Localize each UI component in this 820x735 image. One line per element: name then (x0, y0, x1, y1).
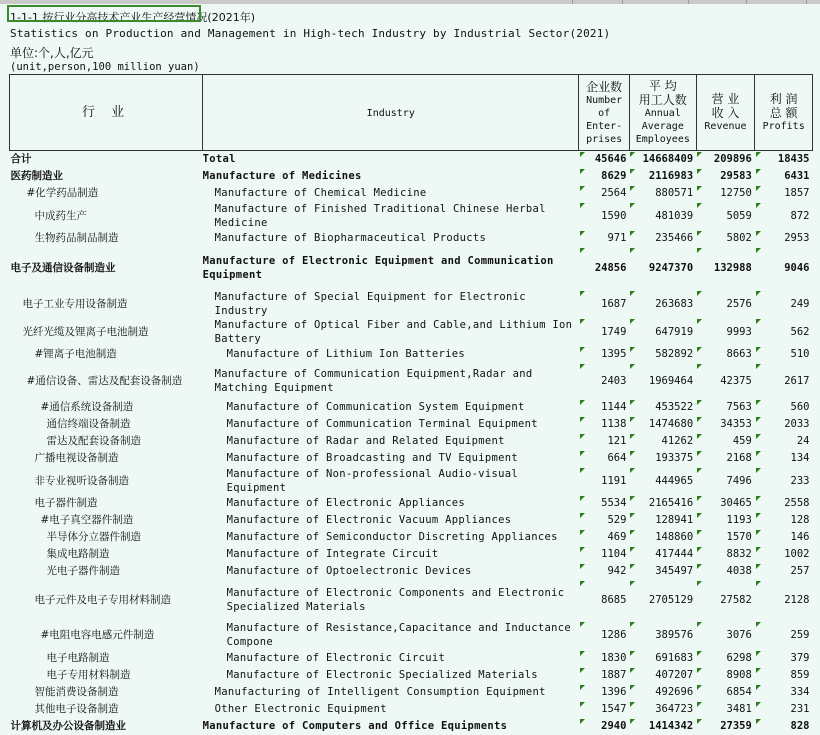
industry-name-cn[interactable]: 生物药品制品制造 (34, 232, 119, 244)
enterprises-cell[interactable]: 8629 (579, 168, 630, 185)
table-row (10, 701, 813, 718)
employees-cell[interactable]: 148860 (629, 529, 696, 546)
revenue-cell[interactable]: 8908 (696, 667, 755, 684)
table-row (10, 546, 813, 563)
industry-name-cn[interactable]: #化学药品制造 (26, 187, 99, 199)
table-row (10, 363, 813, 399)
industry-name-cn[interactable]: 电子器件制造 (34, 497, 98, 509)
header-revenue-cn: 营 业 收 入 (711, 92, 740, 120)
profits-cell[interactable]: 259 (755, 621, 813, 650)
profits-cell[interactable]: 9046 (755, 247, 813, 290)
header-industry-en-text: Industry (366, 107, 415, 119)
employees-cell[interactable]: 880571 (629, 185, 696, 202)
employees-cell[interactable]: 2165416 (629, 495, 696, 512)
industry-name-cn[interactable]: 广播电视设备制造 (34, 452, 119, 464)
industry-name-en[interactable]: Other Electronic Equipment (214, 703, 387, 715)
profits-cell[interactable]: 859 (755, 667, 813, 684)
profits-cell[interactable]: 562 (755, 318, 813, 346)
header-employees-en-1: Annual (644, 108, 681, 119)
industry-name-en[interactable]: Manufacture of Optoelectronic Devices (226, 565, 472, 577)
industry-name-cn[interactable]: 电子元件及电子专用材料制造 (34, 594, 171, 606)
table-row (10, 230, 813, 247)
enterprises-cell[interactable]: 1104 (579, 546, 630, 563)
employees-cell[interactable]: 389576 (629, 621, 696, 650)
employees-cell[interactable]: 481039 (629, 202, 696, 230)
enterprises-cell[interactable]: 664 (579, 450, 630, 467)
table-row (10, 185, 813, 202)
industry-name-en[interactable]: Manufacture of Integrate Circuit (226, 548, 439, 560)
header-employees-en-2: Average (641, 121, 684, 132)
enterprises-cell[interactable]: 1547 (579, 701, 630, 718)
industry-name-en[interactable]: Manufacture of Electronic Equipment and Communication Equipment (202, 255, 554, 281)
revenue-cell[interactable]: 3481 (696, 701, 755, 718)
employees-cell[interactable]: 14668409 (629, 151, 696, 168)
profits-cell[interactable]: 2617 (755, 363, 813, 399)
enterprises-cell[interactable]: 1138 (579, 416, 630, 433)
column-divider (806, 0, 807, 4)
industry-name-en[interactable]: Manufacture of Chemical Medicine (214, 187, 427, 199)
industry-name-cn[interactable]: 智能消费设备制造 (34, 686, 119, 698)
revenue-cell[interactable]: 9993 (696, 318, 755, 346)
industry-name-cn[interactable]: 半导体分立器件制造 (46, 531, 141, 543)
profits-cell[interactable]: 257 (755, 563, 813, 580)
industry-name-cn[interactable]: 电子及通信设备制造业 (10, 262, 116, 274)
enterprises-cell[interactable]: 1395 (579, 346, 630, 363)
industry-name-en[interactable]: Manufacture of Electronic Vacuum Appliances (226, 514, 512, 526)
profits-cell[interactable]: 18435 (755, 151, 813, 168)
enterprises-cell[interactable]: 1687 (579, 290, 630, 318)
profits-cell[interactable]: 334 (755, 684, 813, 701)
table-row (10, 151, 813, 168)
table-row (10, 247, 813, 290)
industry-name-en[interactable]: Manufacturing of Intelligent Consumption Equipment (214, 686, 546, 698)
enterprises-cell[interactable]: 529 (579, 512, 630, 529)
revenue-cell[interactable]: 27582 (696, 580, 755, 621)
revenue-cell[interactable]: 1193 (696, 512, 755, 529)
header-industry-cn[interactable] (10, 75, 203, 151)
header-revenue-en: Revenue (704, 121, 747, 132)
revenue-cell[interactable]: 209896 (696, 151, 755, 168)
revenue-cell[interactable]: 3076 (696, 621, 755, 650)
industry-name-cn[interactable]: 雷达及配套设备制造 (46, 435, 141, 447)
enterprises-cell[interactable]: 1144 (579, 399, 630, 416)
revenue-cell[interactable]: 8663 (696, 346, 755, 363)
column-divider (622, 0, 623, 4)
column-divider (746, 0, 747, 4)
employees-cell[interactable]: 1474680 (629, 416, 696, 433)
industry-name-cn[interactable]: 光电子器件制造 (46, 565, 120, 577)
profits-cell[interactable]: 560 (755, 399, 813, 416)
revenue-cell[interactable]: 1570 (696, 529, 755, 546)
industry-name-cn[interactable]: 非专业视听设备制造 (34, 474, 129, 487)
industry-name-cn[interactable]: 中成药生产 (34, 209, 87, 222)
header-employees-cn-2: 用工人数 (638, 93, 687, 107)
table-row (10, 318, 813, 346)
industry-name-cn[interactable]: #通信系统设备制造 (40, 401, 134, 413)
employees-cell[interactable]: 407207 (629, 667, 696, 684)
profits-cell[interactable]: 231 (755, 701, 813, 718)
industry-name-en[interactable]: Manufacture of Electronic Circuit (226, 652, 446, 664)
enterprises-cell[interactable]: 2564 (579, 185, 630, 202)
revenue-cell[interactable]: 4038 (696, 563, 755, 580)
enterprises-cell[interactable]: 1830 (579, 650, 630, 667)
employees-cell[interactable]: 691683 (629, 650, 696, 667)
enterprises-cell[interactable]: 1286 (579, 621, 630, 650)
employees-cell[interactable]: 444965 (629, 467, 696, 495)
profits-cell[interactable]: 128 (755, 512, 813, 529)
industry-name-cn[interactable]: 电子电路制造 (46, 652, 110, 664)
industry-name-en[interactable]: Manufacture of Computers and Office Equipments (202, 720, 508, 732)
revenue-cell[interactable]: 5059 (696, 202, 755, 230)
table-row (10, 433, 813, 450)
employees-cell[interactable]: 417444 (629, 546, 696, 563)
revenue-cell[interactable]: 459 (696, 433, 755, 450)
revenue-cell[interactable]: 7563 (696, 399, 755, 416)
enterprises-cell[interactable]: 1590 (579, 202, 630, 230)
table-header-row (10, 75, 813, 151)
employees-cell[interactable]: 2705129 (629, 580, 696, 621)
column-divider (572, 0, 573, 4)
sheet-title-en[interactable]: Statistics on Production and Management in High-tech Industry by Industrial Sector(2021) (10, 27, 611, 40)
industry-name-en[interactable]: Total (202, 153, 236, 166)
enterprises-cell[interactable]: 5534 (579, 495, 630, 512)
profits-cell[interactable]: 2128 (755, 580, 813, 621)
profits-cell[interactable]: 146 (755, 529, 813, 546)
profits-cell[interactable]: 872 (755, 202, 813, 230)
enterprises-cell[interactable]: 1887 (579, 667, 630, 684)
employees-cell[interactable]: 263683 (629, 290, 696, 318)
column-header-strip (0, 0, 820, 4)
table-row (10, 529, 813, 546)
industry-name-cn[interactable]: #电子真空器件制造 (40, 514, 134, 526)
sheet-title-cn[interactable]: 1-1-1 按行业分高技术产业生产经营情况(2021年) (10, 11, 256, 24)
enterprises-cell[interactable]: 8685 (579, 580, 630, 621)
enterprises-cell[interactable]: 942 (579, 563, 630, 580)
employees-cell[interactable]: 2116983 (629, 168, 696, 185)
table-row (10, 399, 813, 416)
revenue-cell[interactable]: 2576 (696, 290, 755, 318)
profits-cell[interactable]: 2558 (755, 495, 813, 512)
revenue-cell[interactable]: 30465 (696, 495, 755, 512)
header-enterprises-en-4: prises (586, 133, 623, 145)
employees-cell[interactable]: 582892 (629, 346, 696, 363)
industry-name-en[interactable]: Manufacture of Communication System Equipment (226, 401, 525, 413)
profits-cell[interactable]: 134 (755, 450, 813, 467)
table-row (10, 563, 813, 580)
industry-name-en[interactable]: Manufacture of Medicines (202, 170, 362, 182)
profits-cell[interactable]: 2033 (755, 416, 813, 433)
enterprises-cell[interactable]: 1191 (579, 467, 630, 495)
employees-cell[interactable]: 1414342 (629, 718, 696, 735)
table-row (10, 667, 813, 684)
employees-cell[interactable]: 9247370 (629, 247, 696, 290)
table-row (10, 202, 813, 230)
employees-cell[interactable]: 453522 (629, 399, 696, 416)
industry-name-cn[interactable]: #锂离子电池制造 (34, 348, 117, 360)
industry-name-cn[interactable]: 光纤光缆及锂离子电池制造 (22, 325, 149, 338)
revenue-cell[interactable]: 42375 (696, 363, 755, 399)
unit-label-en[interactable]: (unit,person,100 million yuan) (10, 61, 200, 73)
industry-name-en[interactable]: Manufacture of Resistance,Capacitance and Inductance Compone (226, 622, 571, 648)
table-row (10, 621, 813, 650)
header-enterprises-cn: 企业数 (586, 79, 623, 94)
revenue-cell[interactable]: 132988 (696, 247, 755, 290)
employees-cell[interactable]: 345497 (629, 563, 696, 580)
header-industry-en[interactable] (203, 75, 579, 151)
industry-name-en[interactable]: Manufacture of Non-professional Audio-visual Equipment (226, 467, 519, 494)
industry-name-en[interactable]: Manufacture of Optical Fiber and Cable,and Lithium Ion Battery (214, 318, 573, 345)
industry-name-en[interactable]: Manufacture of Finished Traditional Chinese Herbal Medicine (214, 202, 546, 229)
header-employees-cn-1: 平 均 (648, 79, 677, 93)
enterprises-cell[interactable]: 1396 (579, 684, 630, 701)
revenue-cell[interactable]: 6854 (696, 684, 755, 701)
industry-name-cn[interactable]: 电子工业专用设备制造 (22, 297, 128, 310)
industry-name-en[interactable]: Manufacture of Communication Equipment,Radar and Matching Equipment (214, 367, 533, 394)
employees-cell[interactable]: 647919 (629, 318, 696, 346)
industry-name-cn[interactable]: 其他电子设备制造 (34, 703, 119, 715)
revenue-cell[interactable]: 27359 (696, 718, 755, 735)
profits-cell[interactable]: 379 (755, 650, 813, 667)
revenue-cell[interactable]: 8832 (696, 546, 755, 563)
industry-name-en[interactable]: Manufacture of Special Equipment for Electronic Industry (214, 290, 526, 317)
industry-name-en[interactable]: Manufacture of Biopharmaceutical Products (214, 232, 487, 244)
header-enterprises[interactable] (579, 75, 630, 151)
table-row (10, 684, 813, 701)
table-body (10, 151, 813, 735)
industry-name-en[interactable]: Manufacture of Radar and Related Equipment (226, 435, 505, 447)
table-row (10, 467, 813, 495)
header-enterprises-en-2: of (598, 107, 611, 119)
table-row (10, 416, 813, 433)
enterprises-cell[interactable]: 971 (579, 230, 630, 247)
header-enterprises-en-1: Number (586, 94, 623, 106)
profits-cell[interactable]: 2953 (755, 230, 813, 247)
active-cell-selection[interactable] (7, 5, 201, 22)
revenue-cell[interactable]: 34353 (696, 416, 755, 433)
statistics-table (9, 74, 813, 735)
header-profits-en: Profits (762, 121, 805, 132)
industry-name-en[interactable]: Manufacture of Electronic Specialized Materials (226, 669, 538, 681)
industry-name-en[interactable]: Manufacture of Semiconductor Discreting Appliances (226, 531, 558, 543)
industry-name-cn[interactable]: 集成电路制造 (46, 548, 110, 560)
column-divider (688, 0, 689, 4)
profits-cell[interactable]: 828 (755, 718, 813, 735)
revenue-cell[interactable]: 7496 (696, 467, 755, 495)
header-employees[interactable] (629, 75, 696, 151)
header-employees-en-3: Employees (635, 134, 690, 145)
industry-name-en[interactable]: Manufacture of Broadcasting and TV Equipment (226, 452, 519, 464)
industry-name-en[interactable]: Manufacture of Communication Terminal Equipment (226, 418, 538, 430)
header-industry-cn-text: 行 业 (82, 104, 131, 120)
table-row (10, 450, 813, 467)
enterprises-cell[interactable]: 121 (579, 433, 630, 450)
table-row (10, 346, 813, 363)
revenue-cell[interactable]: 29583 (696, 168, 755, 185)
employees-cell[interactable]: 1969464 (629, 363, 696, 399)
table-row (10, 290, 813, 318)
profits-cell[interactable]: 249 (755, 290, 813, 318)
industry-name-cn[interactable]: 通信终端设备制造 (46, 418, 131, 430)
industry-name-cn[interactable]: 医药制造业 (10, 170, 63, 182)
employees-cell[interactable]: 193375 (629, 450, 696, 467)
revenue-cell[interactable]: 2168 (696, 450, 755, 467)
table-row (10, 495, 813, 512)
header-profits-cn: 利 润 总 额 (769, 92, 798, 120)
revenue-cell[interactable]: 5802 (696, 230, 755, 247)
table-row (10, 718, 813, 735)
enterprises-cell[interactable]: 2940 (579, 718, 630, 735)
employees-cell[interactable]: 41262 (629, 433, 696, 450)
industry-name-cn[interactable]: 合计 (10, 153, 32, 166)
table-row (10, 512, 813, 529)
industry-name-en[interactable]: Manufacture of Lithium Ion Batteries (226, 348, 466, 360)
industry-name-cn[interactable]: 电子专用材料制造 (46, 669, 131, 681)
unit-label-cn[interactable]: 单位:个,人,亿元 (10, 46, 94, 60)
employees-cell[interactable]: 235466 (629, 230, 696, 247)
industry-name-cn[interactable]: 计算机及办公设备制造业 (10, 720, 126, 732)
enterprises-cell[interactable]: 45646 (579, 151, 630, 168)
table-row (10, 168, 813, 185)
industry-name-en[interactable]: Manufacture of Electronic Appliances (226, 497, 466, 509)
table-row (10, 580, 813, 621)
employees-cell[interactable]: 364723 (629, 701, 696, 718)
profits-cell[interactable]: 1857 (755, 185, 813, 202)
industry-name-en[interactable]: Manufacture of Electronic Components and Electronic Specialized Materials (226, 587, 565, 613)
profits-cell[interactable]: 1002 (755, 546, 813, 563)
enterprises-cell[interactable]: 1749 (579, 318, 630, 346)
profits-cell[interactable]: 233 (755, 467, 813, 495)
header-revenue[interactable] (696, 75, 755, 151)
industry-name-cn[interactable]: #通信设备、雷达及配套设备制造 (26, 374, 183, 387)
profits-cell[interactable]: 510 (755, 346, 813, 363)
enterprises-cell[interactable]: 2403 (579, 363, 630, 399)
industry-name-cn[interactable]: #电阻电容电感元件制造 (40, 629, 155, 641)
profits-cell[interactable]: 24 (755, 433, 813, 450)
employees-cell[interactable]: 128941 (629, 512, 696, 529)
header-enterprises-en-3: Enter- (586, 120, 623, 132)
enterprises-cell[interactable]: 24856 (579, 247, 630, 290)
table-row (10, 650, 813, 667)
employees-cell[interactable]: 492696 (629, 684, 696, 701)
profits-cell[interactable]: 6431 (755, 168, 813, 185)
revenue-cell[interactable]: 6298 (696, 650, 755, 667)
header-profits[interactable] (755, 75, 813, 151)
enterprises-cell[interactable]: 469 (579, 529, 630, 546)
revenue-cell[interactable]: 12750 (696, 185, 755, 202)
